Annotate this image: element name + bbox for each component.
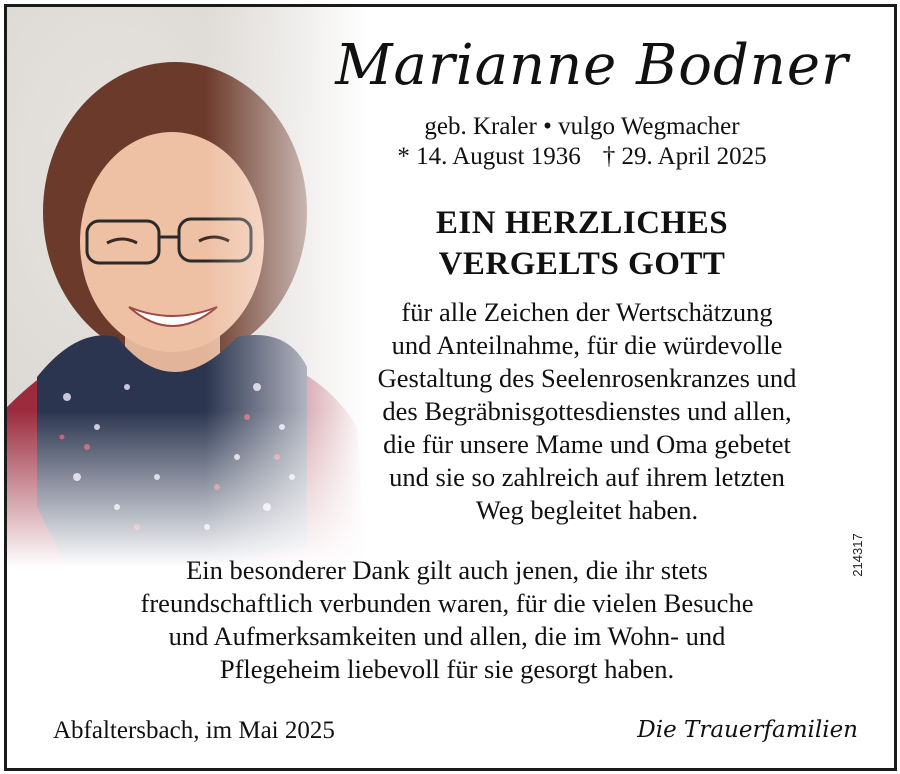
- body-line: Weg begleitet haben.: [475, 495, 699, 525]
- signature: Die Trauerfamilien: [637, 717, 858, 743]
- body-line: für alle Zeichen der Wertschätzung: [401, 297, 773, 327]
- heading-line-1: EIN HERZLICHES: [435, 205, 729, 241]
- obituary-notice: [4, 4, 897, 771]
- body-line: die für unsere Mame und Oma gebetet: [383, 429, 791, 459]
- deceased-name: Marianne Bodner: [335, 33, 849, 98]
- thanks-line: freundschaftlich verbunden waren, für die vielen Besuche: [140, 588, 754, 618]
- ad-number: 214317: [850, 533, 865, 577]
- birth-name-line: geb. Kraler • vulgo Wegmacher: [424, 113, 740, 140]
- body-line: des Begräbnisgottesdienstes und allen,: [382, 396, 792, 426]
- body-line: und Anteilnahme, für die würdevolle: [391, 330, 783, 360]
- body-line: Gestaltung des Seelenrosenkranzes und: [377, 363, 797, 393]
- place-and-date: Abfaltersbach, im Mai 2025: [53, 717, 335, 744]
- life-dates: [337, 143, 827, 171]
- body-line: und sie so zahlreich auf ihrem letzten: [389, 462, 785, 492]
- birth-date: * 14. August 1936: [397, 143, 581, 170]
- thanks-line: Ein besonderer Dank gilt auch jenen, die ihr stets: [186, 555, 708, 585]
- death-date: † 29. April 2025: [602, 143, 767, 170]
- thanks-line: Pflegeheim liebevoll für sie gesorgt haben.: [219, 654, 675, 684]
- thanks-line: und Aufmerksamkeiten und allen, die im Wohn- und: [168, 621, 726, 651]
- heading-line-2: VERGELTS GOTT: [438, 246, 726, 282]
